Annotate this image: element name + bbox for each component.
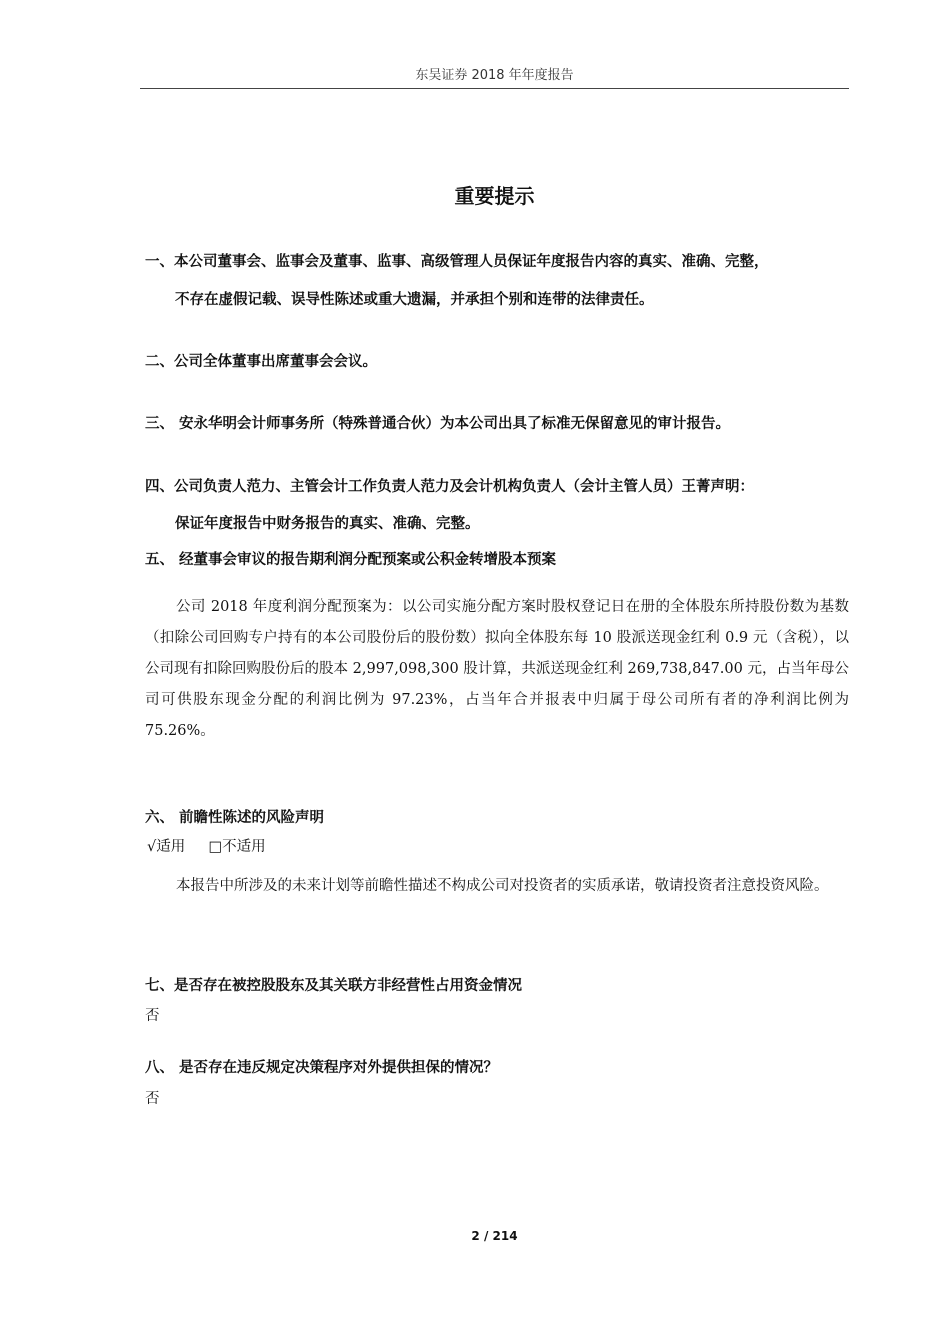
section-3: 三、 安永华明会计师事务所（特殊普通合伙）为本公司出具了标准无保留意见的审计报告。 bbox=[145, 416, 731, 432]
not-applicable-unchecked: □不适用 bbox=[208, 839, 266, 855]
section-8-heading: 八、 是否存在违反规定决策程序对外提供担保的情况？ bbox=[145, 1060, 499, 1076]
page-title: 重要提示 bbox=[454, 184, 535, 208]
header-divider bbox=[140, 88, 849, 89]
section-6-heading: 六、 前瞻性陈述的风险声明 bbox=[145, 810, 325, 826]
section-5-heading: 五、 经董事会审议的报告期利润分配预案或公积金转增股本预案 bbox=[145, 552, 557, 568]
applicable-checked: √适用 bbox=[147, 839, 186, 855]
section-2: 二、公司全体董事出席董事会会议。 bbox=[145, 354, 377, 370]
section-4-line-1: 四、公司负责人范力、主管会计工作负责人范力及会计机构负责人（会计主管人员）王菁声明： bbox=[145, 479, 754, 495]
section-6-body: 本报告中所涉及的未来计划等前瞻性描述不构成公司对投资者的实质承诺，敬请投资者注意投资风险。 bbox=[176, 878, 829, 894]
section-8-answer: 否 bbox=[145, 1091, 160, 1107]
section-1-line-1: 一、本公司董事会、监事会及董事、监事、高级管理人员保证年度报告内容的真实、准确、完整， bbox=[145, 254, 769, 270]
section-7-answer: 否 bbox=[145, 1008, 160, 1024]
section-4-line-2: 保证年度报告中财务报告的真实、准确、完整。 bbox=[175, 516, 480, 532]
page-number: 2 / 214 bbox=[471, 1229, 518, 1243]
applicable-option bbox=[147, 835, 266, 856]
running-header: 东吴证券 2018 年年度报告 bbox=[415, 68, 574, 83]
section-5-body: 公司 2018 年度利润分配预案为：以公司实施分配方案时股权登记日在册的全体股东所持股份数为基数（扣除公司回购专户持有的本公司股份后的股份数）拟向全体股东每 10 股派送现金红利 0.9 元（含税），以公司现有扣除回购股份后的股本 2,997,098,300 股计算，共派送现金红利 269,738,847.00 元，占当年母公司可供股东现金分配的利润比例为 97.23%，占当年合并报表中归属于母公司所有者的净利润比例为 75.26%。 bbox=[145, 599, 849, 739]
section-1-line-2: 不存在虚假记载、误导性陈述或重大遗漏，并承担个别和连带的法律责任。 bbox=[175, 292, 654, 308]
section-7-heading: 七、是否存在被控股股东及其关联方非经营性占用资金情况 bbox=[145, 978, 522, 994]
